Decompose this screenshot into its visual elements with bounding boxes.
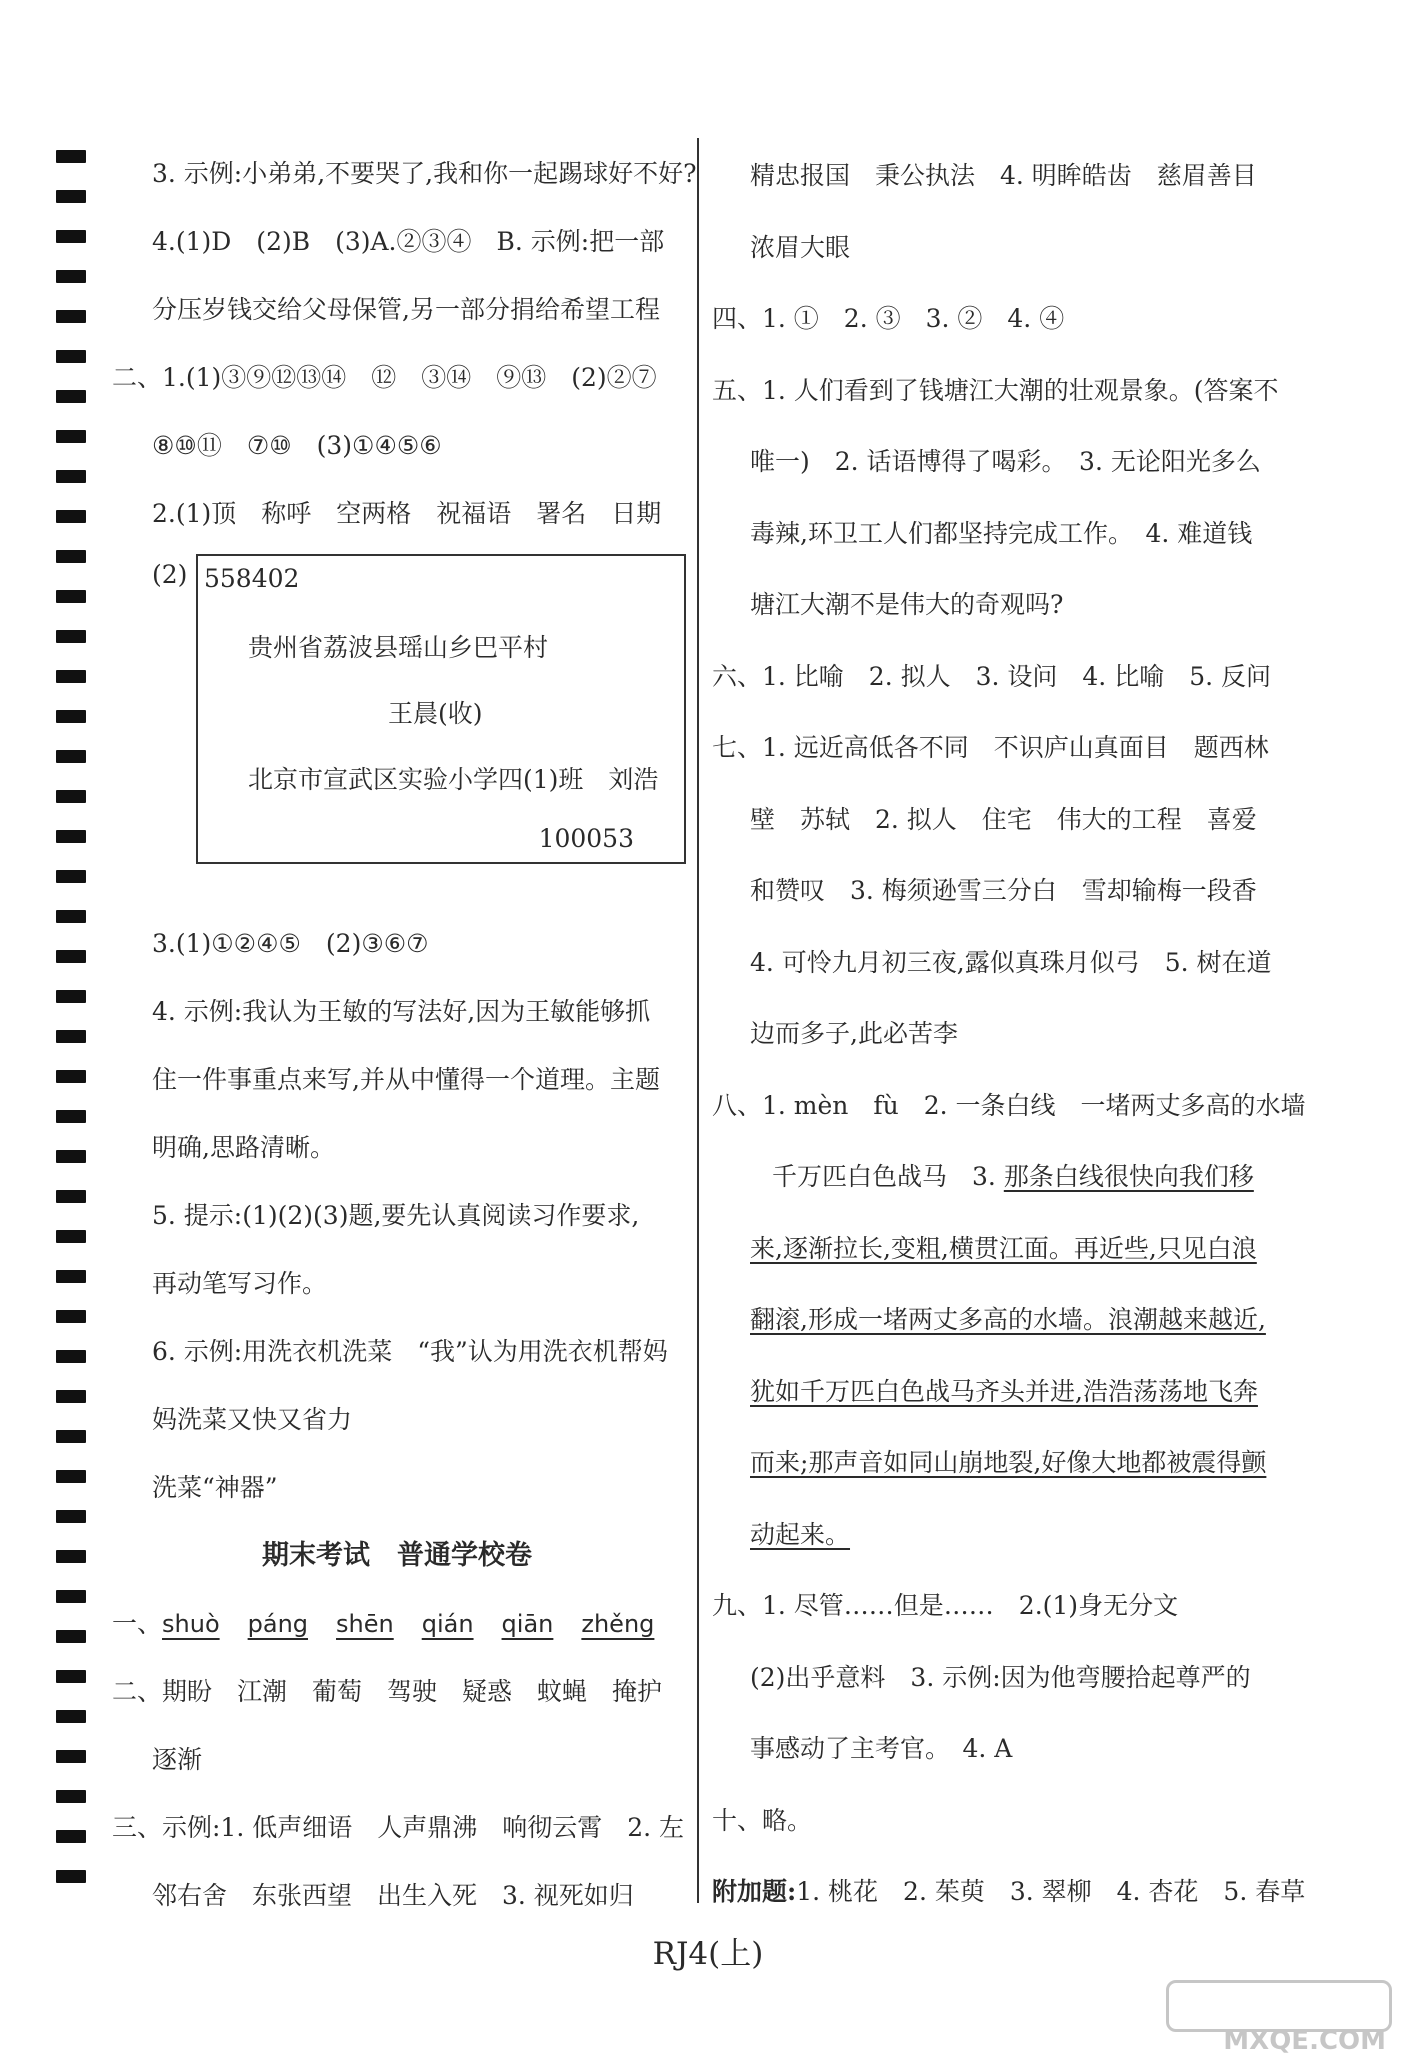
underlined-answer: 而来;那声音如同山崩地裂,好像大地都被震得颤: [750, 1448, 1267, 1477]
answer-text: 1. 桃花 2. 茱萸 3. 翠柳 4. 杏花 5. 春草: [796, 1877, 1306, 1906]
answer-line: [712, 1856, 1306, 1928]
pinyin-line: [112, 1590, 682, 1658]
sender-zipcode: 100053: [538, 824, 634, 853]
pinyin-answer: páng: [247, 1610, 309, 1638]
column-divider: [697, 138, 699, 1903]
pinyin-answer: shēn: [336, 1610, 394, 1638]
answer-line: 二、1.(1)③⑨⑫⑬⑭ ⑫ ③⑭ ⑨⑬ (2)②⑦: [112, 363, 657, 392]
answer-line: 逐渐: [152, 1745, 203, 1774]
answer-line: 唯一) 2. 话语博得了喝彩。 3. 无论阳光多么: [750, 447, 1261, 476]
sender-address: 北京市宣武区实验小学四(1)班 刘浩: [248, 765, 659, 794]
answer-line: 二、期盼 江潮 葡萄 驾驶 疑惑 蚊蝇 掩护: [112, 1677, 663, 1706]
answer-text: 千万匹白色战马 3.: [772, 1162, 1004, 1191]
answer-line: (2)出乎意料 3. 示例:因为他弯腰拾起尊严的: [750, 1662, 1251, 1692]
answer-line: ⑧⑩⑪ ⑦⑩ (3)①④⑤⑥: [152, 431, 442, 460]
answer-line: 3.(1)①②④⑤ (2)③⑥⑦: [152, 929, 429, 958]
answer-line: 浓眉大眼: [750, 232, 851, 262]
answer-line: 精忠报国 秉公执法 4. 明眸皓齿 慈眉善目: [750, 161, 1257, 190]
recipient-address: 贵州省荔波县瑶山乡巴平村: [248, 633, 549, 662]
answer-line: 4. 示例:我认为王敏的写法好,因为王敏能够抓: [152, 997, 651, 1026]
answer-line: 事感动了主考官。 4. A: [750, 1734, 1013, 1763]
answer-line: 4. 可怜九月初三夜,露似真珠月似弓 5. 树在道: [750, 947, 1272, 977]
answer-line: 四、1. ① 2. ③ 3. ② 4. ④: [712, 304, 1065, 333]
underlined-answer: 犹如千万匹白色战马齐头并进,浩浩荡荡地飞奔: [750, 1376, 1258, 1406]
answer-line: 2.(1)顶 称呼 空两格 祝福语 署名 日期: [152, 499, 662, 528]
watermark-badge-icon: [1166, 1980, 1392, 2032]
envelope-label: (2): [152, 560, 188, 589]
answer-line: 毒辣,环卫工人们都坚持完成工作。 4. 难道钱: [750, 518, 1253, 548]
recipient-name: 王晨(收): [388, 699, 483, 728]
answer-line: 4.(1)D (2)B (3)A.②③④ B. 示例:把一部: [152, 227, 665, 256]
pinyin-answer: zhěng: [581, 1610, 655, 1638]
answer-line: 明确,思路清晰。: [152, 1133, 335, 1162]
answer-line: 五、1. 人们看到了钱塘江大潮的壮观景象。(答案不: [712, 375, 1279, 405]
margin-tick-marks: [56, 150, 90, 1910]
pinyin-answer: qián: [421, 1610, 474, 1638]
underlined-answer: 动起来。: [750, 1519, 851, 1549]
recipient-zipcode: 558402: [204, 564, 300, 593]
answer-line: 洗菜“神器”: [152, 1473, 278, 1502]
left-column: [112, 140, 697, 1930]
right-column: [712, 140, 1306, 1928]
section-heading: 期末考试 普通学校卷: [262, 1540, 532, 1571]
page-footer: RJ4(上): [652, 1936, 764, 1972]
envelope-answer: [112, 548, 682, 910]
underlined-answer: 翻滚,形成一堵两丈多高的水墙。浪潮越来越近,: [750, 1305, 1266, 1334]
answer-line: 七、1. 远近高低各不同 不识庐山真面目 题西林: [712, 733, 1269, 762]
section-prefix: 一、: [112, 1609, 163, 1638]
answer-line: 5. 提示:(1)(2)(3)题,要先认真阅读习作要求,: [152, 1201, 640, 1230]
pinyin-answer: qiān: [501, 1610, 554, 1638]
answer-line: 十、略。: [712, 1805, 813, 1835]
answer-line: 八、1. mèn fù 2. 一条白线 一堵两丈多高的水墙: [712, 1090, 1306, 1120]
pinyin-answer: shuò: [162, 1610, 220, 1638]
answer-line: 和赞叹 3. 梅须逊雪三分白 雪却输梅一段香: [750, 876, 1257, 905]
watermark-logo: [1166, 1980, 1396, 2060]
answer-line: 九、1. 尽管……但是…… 2.(1)身无分文: [712, 1591, 1179, 1620]
answer-line: 妈洗菜又快又省力: [152, 1405, 353, 1434]
answer-line: 壁 苏轼 2. 拟人 住宅 伟大的工程 喜爱: [750, 804, 1257, 834]
answer-line: 三、示例:1. 低声细语 人声鼎沸 响彻云霄 2. 左: [112, 1813, 685, 1842]
answer-line: 六、1. 比喻 2. 拟人 3. 设问 4. 比喻 5. 反问: [712, 661, 1271, 691]
bonus-label: 附加题:: [712, 1877, 797, 1906]
watermark-text: MXQE.COM: [1223, 2026, 1386, 2056]
envelope-box: [196, 554, 686, 864]
answer-line: 6. 示例:用洗衣机洗菜 “我”认为用洗衣机帮妈: [152, 1337, 668, 1366]
answer-line: 住一件事重点来写,并从中懂得一个道理。主题: [152, 1065, 660, 1094]
answer-line: 再动笔写习作。: [152, 1269, 328, 1298]
underlined-answer: 那条白线很快向我们移: [1003, 1162, 1254, 1191]
underlined-answer: 来,逐渐拉长,变粗,横贯江面。再近些,只见白浪: [750, 1233, 1257, 1263]
answer-line: 邻右舍 东张西望 出生入死 3. 视死如归: [152, 1881, 634, 1910]
answer-line: [712, 1141, 1288, 1213]
answer-line: 塘江大潮不是伟大的奇观吗?: [750, 590, 1064, 619]
answer-line: 分压岁钱交给父母保管,另一部分捐给希望工程: [152, 295, 660, 324]
answer-line: 3. 示例:小弟弟,不要哭了,我和你一起踢球好不好?: [152, 159, 697, 188]
answer-line: 边而多子,此必苦李: [750, 1019, 958, 1048]
